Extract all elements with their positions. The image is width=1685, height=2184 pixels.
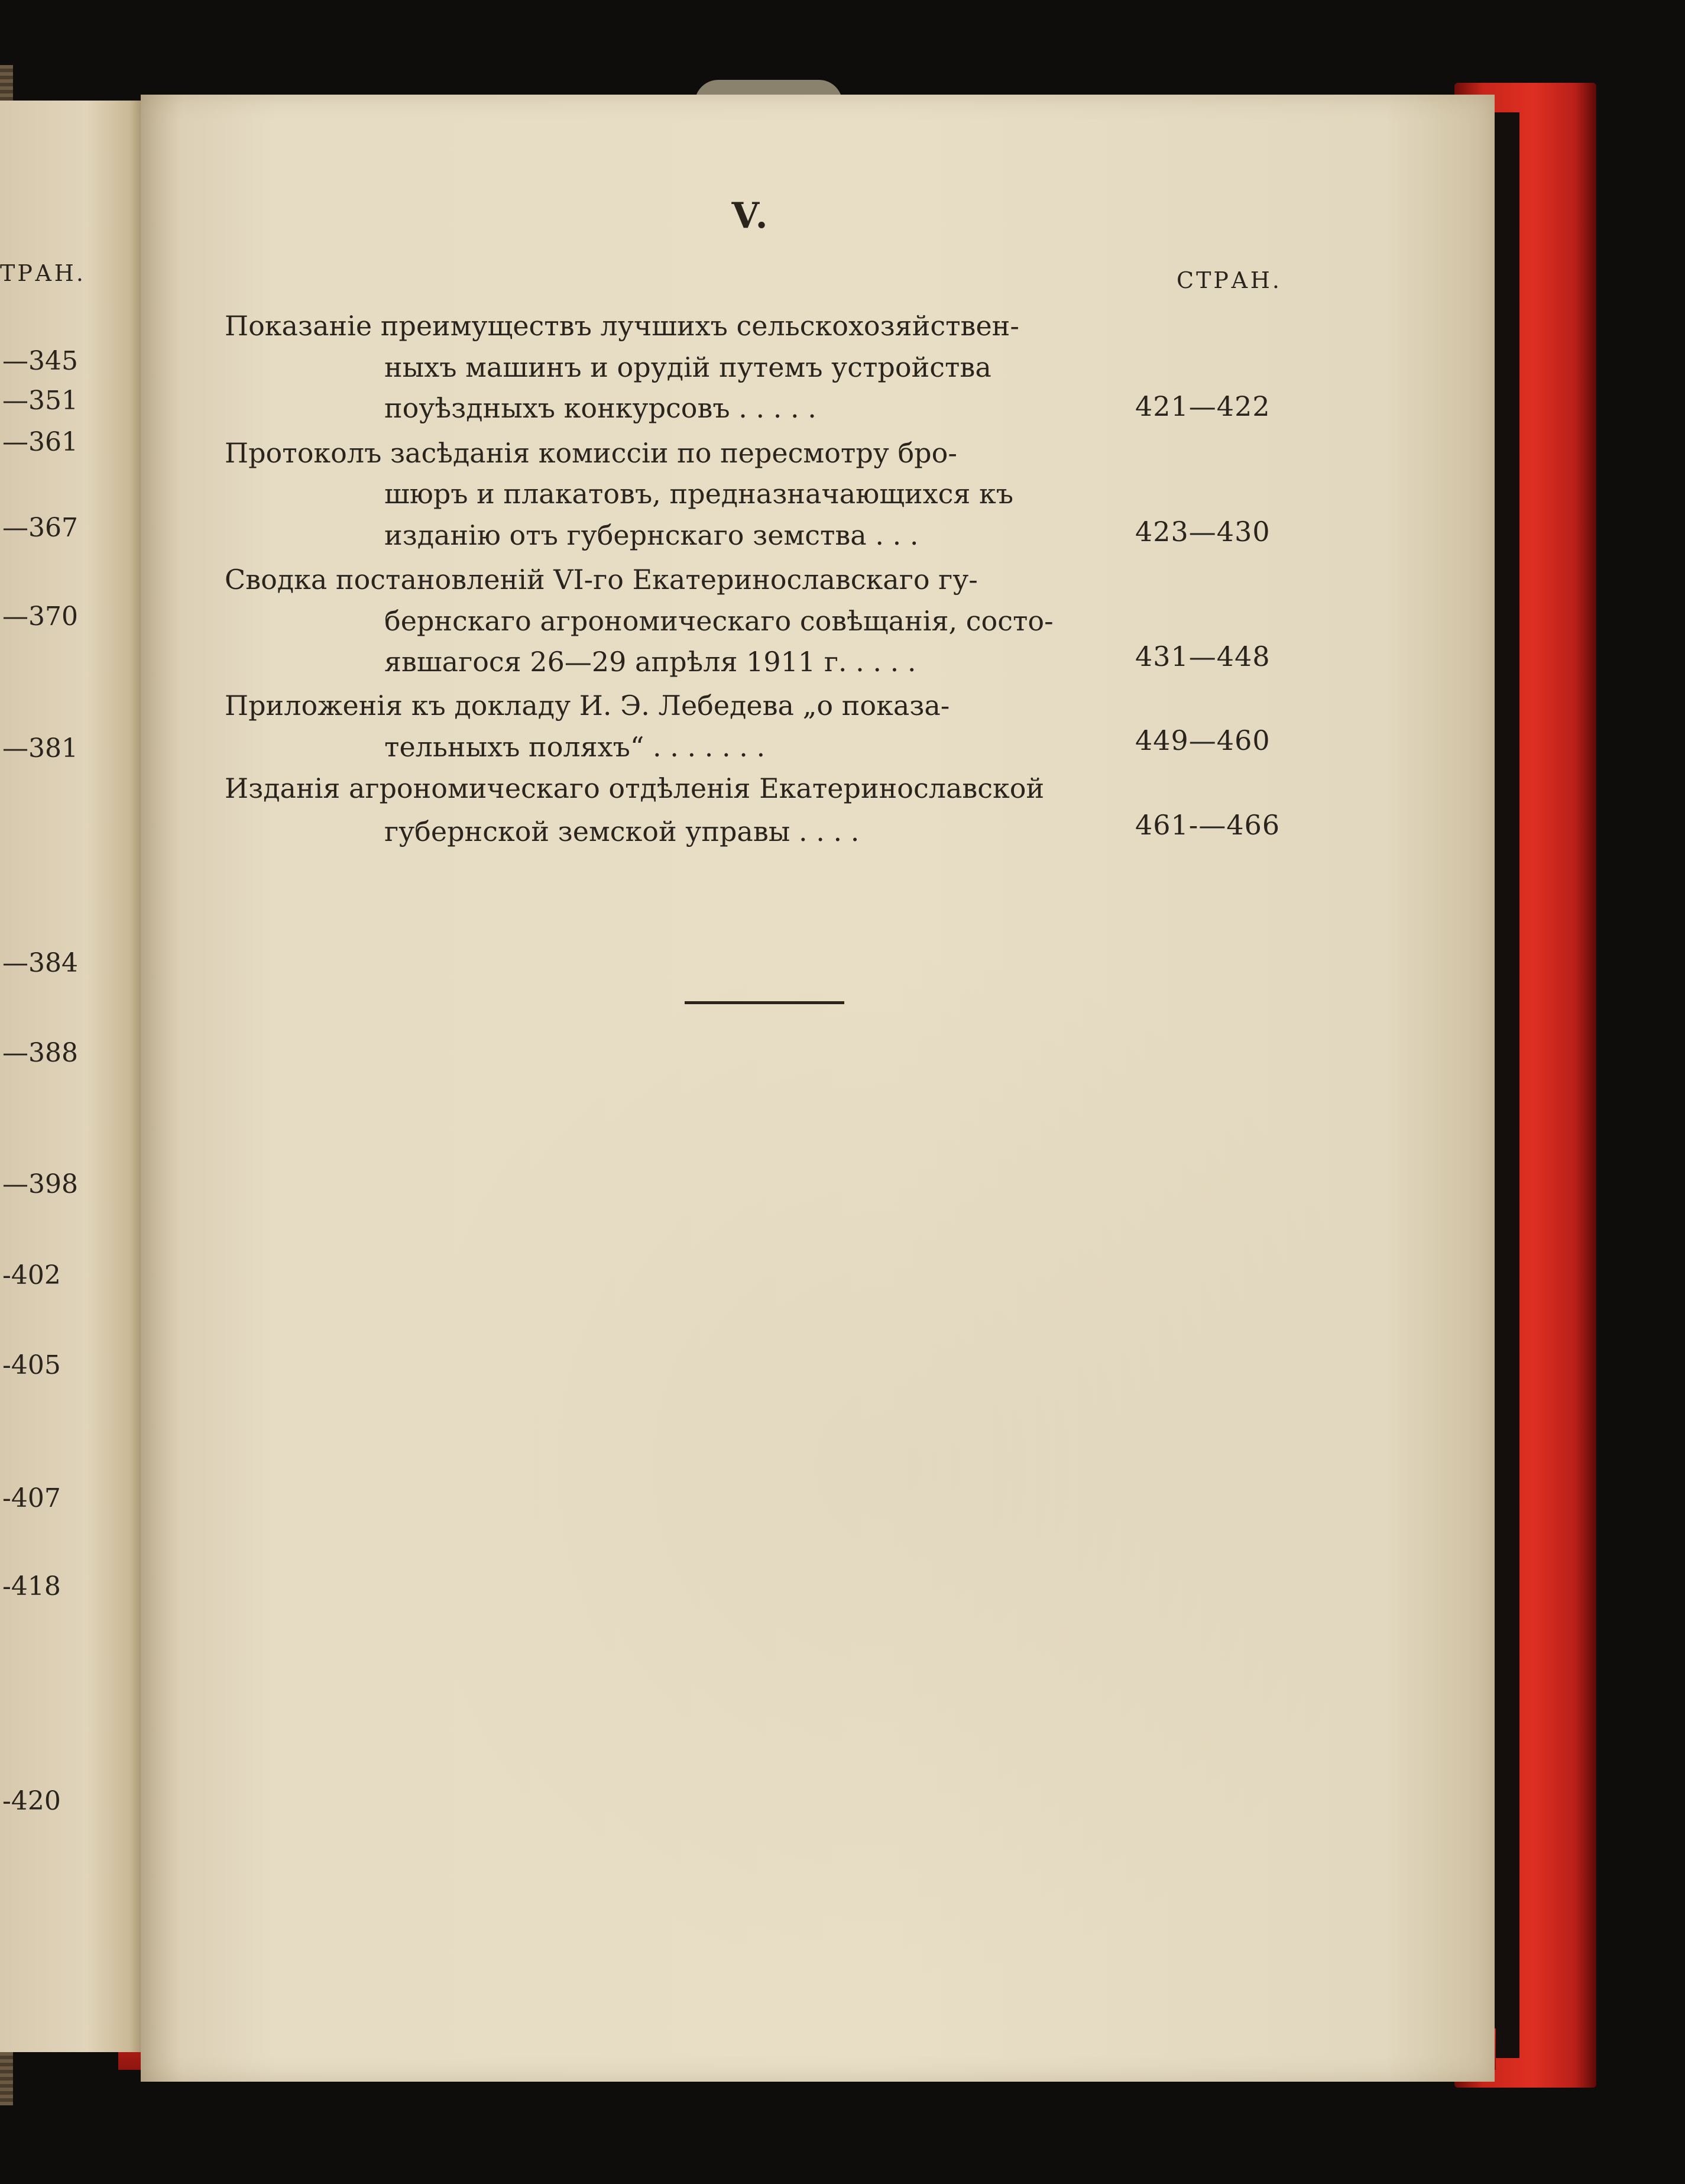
toc-line: бернскаго агрономическаго совѣщанія, состо-	[384, 605, 1054, 637]
toc-page-range: 423—430	[1135, 516, 1271, 548]
left-page-number: -407	[2, 1483, 61, 1513]
left-page-number: —384	[2, 948, 78, 978]
toc-line: явшагося 26—29 апрѣля 1911 г. . . . .	[384, 646, 916, 678]
left-page-number: -418	[2, 1571, 61, 1601]
toc-page-range: 461-—466	[1135, 809, 1281, 841]
left-page-header: ТРАН.	[0, 260, 86, 286]
toc-line: губернской земской управы . . . .	[384, 816, 860, 847]
toc-page-range: 449—460	[1135, 724, 1271, 756]
toc-line: Показаніе преимуществъ лучшихъ сельскохозяйствен-	[225, 310, 1019, 342]
pages-column-header: СТРАН.	[1177, 267, 1282, 293]
left-page-number: -405	[2, 1350, 61, 1380]
toc-line: Изданія агрономическаго отдѣленія Екатеринославской	[225, 772, 1045, 804]
left-page-number: —370	[2, 601, 78, 632]
left-page-number: —398	[2, 1169, 78, 1199]
toc-line: изданію отъ губернскаго земства . . .	[384, 519, 919, 551]
toc-page-range: 421—422	[1135, 390, 1271, 422]
left-page-number: —388	[2, 1038, 78, 1068]
page-number: V.	[731, 195, 770, 237]
toc-page-range: 431—448	[1135, 640, 1271, 672]
left-page-number: —381	[2, 733, 78, 763]
toc-line: ныхъ машинъ и орудій путемъ устройства	[384, 351, 991, 383]
left-page-number: —361	[2, 427, 78, 457]
left-page-number: —345	[2, 346, 78, 376]
left-page-number: —367	[2, 513, 78, 543]
toc-line: Протоколъ засѣданія комиссіи по пересмотру бро-	[225, 437, 957, 469]
toc-line: Приложенія къ докладу И. Э. Лебедева „о показа-	[225, 690, 950, 721]
left-page-number: —351	[2, 386, 78, 416]
left-page-number: -402	[2, 1260, 61, 1290]
bleed-through	[389, 934, 1394, 1999]
section-divider	[685, 1001, 844, 1004]
toc-line: Сводка постановленій VI-го Екатеринославскаго гу-	[225, 564, 978, 596]
right-page	[141, 95, 1495, 2082]
toc-line: тельныхъ поляхъ“ . . . . . . .	[384, 731, 766, 763]
toc-line: шюръ и плакатовъ, предназначающихся къ	[384, 478, 1014, 510]
left-page-number: -420	[2, 1786, 61, 1816]
toc-line: поуѣздныхъ конкурсовъ . . . . .	[384, 392, 816, 424]
